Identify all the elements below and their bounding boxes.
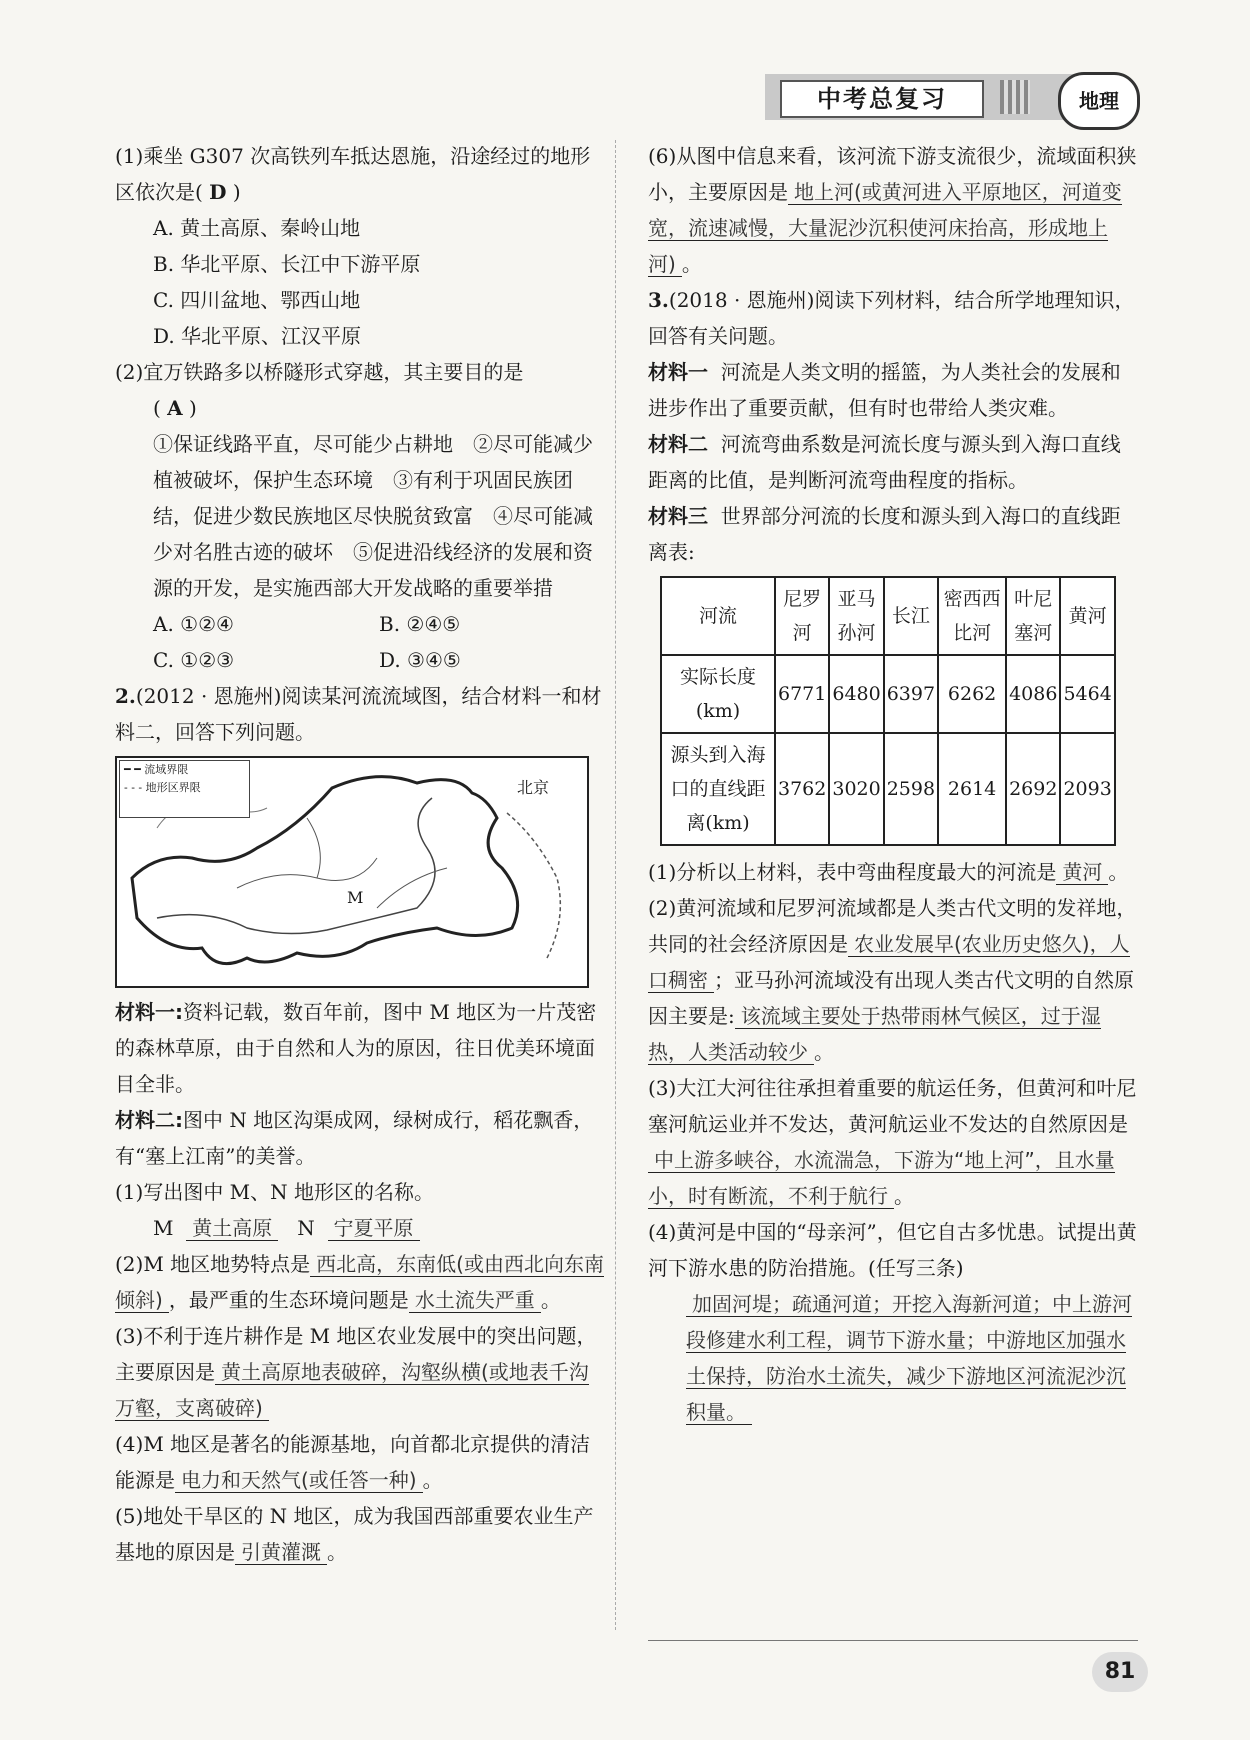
q1-1-stem: (1)乘坐 G307 次高铁列车抵达恩施，沿途经过的地形区依次是( D ) [115,144,591,204]
map-label-m: M [347,888,364,907]
table-row-label: 源头到入海口的直线距离(km) [661,733,775,845]
column-divider [615,140,616,1630]
table-cell: 5464 [1060,655,1114,733]
option-d: D. 华北平原、江汉平原 [153,324,362,348]
table-header: 黄河 [1060,577,1114,655]
table-header-row [661,577,1115,655]
table-cell: 6262 [938,655,1006,733]
legend-basin: ━ ━ 流域界限 [124,763,189,776]
table-cell: 6771 [775,655,829,733]
sub-q4: (4)M 地区是著名的能源基地，向首都北京提供的清洁能源是 电力和天然气(或任答一种) 。 [115,1432,591,1492]
q3-material-1: 材料一 河流是人类文明的摇篮，为人类社会的发展和进步作出了重要贡献，但有时也带给人类灾难。 [648,360,1121,420]
table-cell: 3020 [829,733,883,845]
q3-sub1: (1)分析以上材料，表中弯曲程度最大的河流是 黄河 。 [648,860,1129,884]
q1-2-stem: (2)宜万铁路多以桥隧形式穿越，其主要目的是 ( A ) [115,360,524,420]
sub-q1: (1)写出图中 M、N 地形区的名称。 [115,1180,435,1204]
book-title: 中考总复习 [780,80,984,118]
table-header: 尼罗河 [775,577,829,655]
q3-sub4-answer: 加固河堤；疏通河道；开挖入海新河道；中上游河段修建水利工程，调节下游水量；中游地区加强水土保持，防治水土流失，减少下游地区河流泥沙沉积量。 [686,1292,1132,1424]
table-row [661,733,1115,845]
sub-q6: (6)从图中信息来看，该河流下游支流很少，流域面积狭小，主要原因是 地上河(或黄河进入平原地区，河道变宽，流速减慢，大量泥沙沉积使河床抬高，形成地上河) 。 [648,144,1137,276]
q2-intro: 2.(2012 · 恩施州)阅读某河流流域图，结合材料一和材料二，回答下列问题。 [115,684,602,744]
option-c: C. 四川盆地、鄂西山地 [153,288,361,312]
left-column [115,138,605,1570]
legend-region: - - - 地形区界限 [124,781,201,794]
table-cell: 2093 [1060,733,1114,845]
table-row-label: 实际长度(km) [661,655,775,733]
table-cell: 3762 [775,733,829,845]
table-cell: 2614 [938,733,1006,845]
table-cell: 6480 [829,655,883,733]
river-table [660,576,1116,846]
q3-material-3: 材料三 世界部分河流的长度和源头到入海口的直线距离表: [648,504,1121,564]
table-header: 亚马孙河 [829,577,883,655]
sub-q2: (2)M 地区地势特点是 西北高，东南低(或由西北向东南倾斜) ，最严重的生态环境问题是 水土流失严重 。 [115,1252,604,1312]
sub-q3: (3)不利于连片耕作是 M 地区农业发展中的突出问题，主要原因是 黄土高原地表破碎，沟壑纵横(或地表千沟万壑，支离破碎) [115,1324,597,1420]
bottom-rule [648,1640,1138,1641]
river-basin-map [115,756,589,988]
material-1: 材料一:资料记载，数百年前，图中 M 地区为一片茂密的森林草原，由于自然和人为的原因，往日优美环境面目全非。 [115,1000,597,1096]
q3-sub2: (2)黄河流域和尼罗河流域都是人类古代文明的发祥地，共同的社会经济原因是 农业发展早(农业历史悠久)，人口稠密 ；亚马孙河流域没有出现人类古代文明的自然原因主要是: 该流域主要处于热带雨林气候区，过于湿热，人类活动较少 。 [648,896,1137,1064]
map-legend [119,760,250,818]
table-header: 长江 [884,577,938,655]
q3-material-2: 材料二 河流弯曲系数是河流长度与源头到入海口直线距离的比值，是判断河流弯曲程度的指标。 [648,432,1121,492]
page-number: 81 [1092,1652,1148,1692]
material-2: 材料二:图中 N 地区沟渠成网，绿树成行，稻花飘香，有“塞上江南”的美誉。 [115,1108,594,1168]
table-cell: 2692 [1006,733,1060,845]
sub-q5: (5)地处干旱区的 N 地区，成为我国西部重要农业生产基地的原因是 引黄灌溉 。 [115,1504,594,1564]
table-cell: 6397 [884,655,938,733]
q3-intro: 3.(2018 · 恩施州)阅读下列材料，结合所学地理知识，回答有关问题。 [648,288,1135,348]
q3-sub4: (4)黄河是中国的“母亲河”，但它自古多忧患。试提出黄河下游水患的防治措施。(任写三条) [648,1220,1137,1280]
q1-2-options-row1: A. ①②④ B. ②④⑤ [153,612,461,636]
sub-q1-answers: M 黄土高原 N 宁夏平原 [115,1210,605,1246]
map-label-beijing: 北京 [517,778,550,797]
subject-badge: 地理 [1058,72,1140,130]
q1-2-body: ①保证线路平直，尽可能少占耕地 ②尽可能减少植被破坏，保护生态环境 ③有利于巩固民族团结，促进少数民族地区尽快脱贫致富 ④尽可能减少对名胜古迹的破坏 ⑤促进沿线经济的发展和资源的开发，是实施西部大开发战略的重要举措 [153,432,593,600]
table-header: 河流 [661,577,775,655]
right-column [648,138,1138,1430]
header-strip [1000,80,1030,114]
table-row [661,655,1115,733]
table-header: 密西西比河 [938,577,1006,655]
table-cell: 2598 [884,733,938,845]
table-header: 叶尼塞河 [1006,577,1060,655]
option-b: B. 华北平原、长江中下游平原 [153,252,421,276]
q3-sub3: (3)大江大河往往承担着重要的航运任务，但黄河和叶尼塞河航运业并不发达，黄河航运业不发达的自然原因是中上游多峡谷，水流湍急，下游为“地上河”，且水量小，时有断流，不利于航行 。 [648,1076,1137,1208]
table-cell: 4086 [1006,655,1060,733]
option-a: A. 黄土高原、秦岭山地 [153,216,361,240]
q1-2-options-row2: C. ①②③ D. ③④⑤ [153,648,461,672]
